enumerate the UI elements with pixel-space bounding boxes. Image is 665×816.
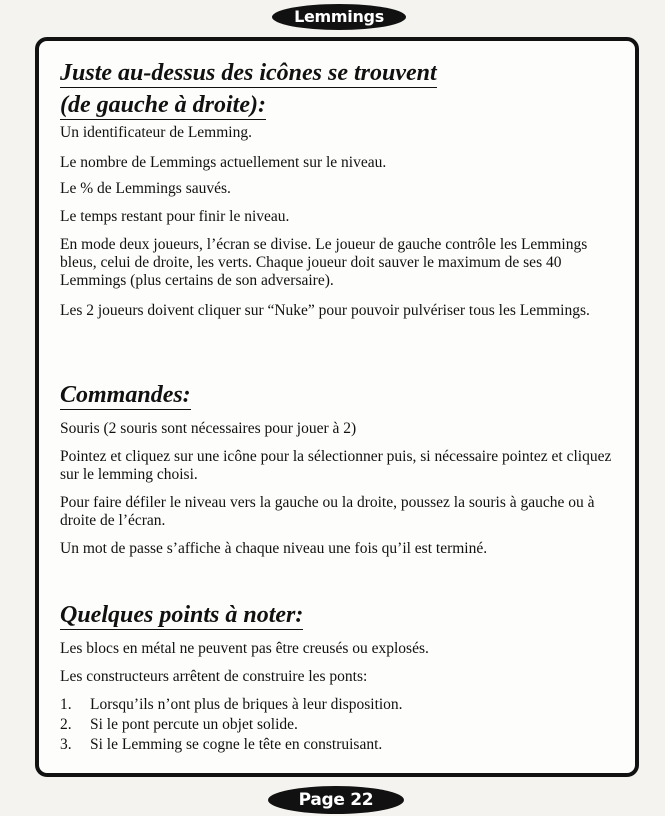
list-item-number: 3. — [60, 736, 72, 753]
page-number-badge: Page 22 — [268, 786, 404, 814]
list-item-text: Si le Lemming se cogne le tête en construisant. — [90, 736, 383, 753]
section1-heading-line1: Juste au-dessus des icônes se trouvent — [60, 60, 437, 86]
section1-heading-line2: (de gauche à droite): — [60, 92, 266, 118]
paragraph: Souris (2 souris sont nécessaires pour jouer à 2) — [60, 420, 357, 437]
paragraph: Le % de Lemmings sauvés. — [60, 180, 231, 197]
paragraph: Un identificateur de Lemming. — [60, 124, 252, 141]
list-item-number: 1. — [60, 696, 72, 713]
list-item — [60, 716, 298, 734]
section3-heading: Quelques points à noter: — [60, 602, 304, 628]
paragraph: Les constructeurs arrêtent de construire les ponts: — [60, 668, 368, 685]
header-title-badge: Lemmings — [272, 4, 406, 30]
list-item-number: 2. — [60, 716, 72, 733]
paragraph: Un mot de passe s’affiche à chaque niveau une fois qu’il est terminé. — [60, 540, 488, 557]
list-item-text: Si le pont percute un objet solide. — [90, 716, 298, 733]
paragraph: Le nombre de Lemmings actuellement sur le niveau. — [60, 154, 387, 171]
paragraph: Le temps restant pour finir le niveau. — [60, 208, 290, 225]
list-item-text: Lorsqu’ils n’ont plus de briques à leur disposition. — [90, 696, 403, 713]
paragraph: Pointez et cliquez sur une icône pour la sélectionner puis, si nécessaire pointez et cliquez sur le lemming choisi. — [60, 448, 612, 483]
paragraph: Les blocs en métal ne peuvent pas être creusés ou explosés. — [60, 640, 429, 657]
paragraph: En mode deux joueurs, l’écran se divise. Le joueur de gauche contrôle les Lemmings bleus, celui de droite, les verts. Chaque joueur doit sauver le maximum de ses 40 Lemmings (plus certains de son adversaire). — [60, 236, 588, 289]
paragraph: Les 2 joueurs doivent cliquer sur “Nuke” pour pouvoir pulvériser tous les Lemmings. — [60, 302, 590, 319]
section2-heading: Commandes: — [60, 382, 191, 408]
list-item — [60, 696, 403, 714]
paragraph: Pour faire défiler le niveau vers la gauche ou la droite, poussez la souris à gauche ou à droite de l’écran. — [60, 494, 595, 529]
list-item — [60, 736, 382, 754]
